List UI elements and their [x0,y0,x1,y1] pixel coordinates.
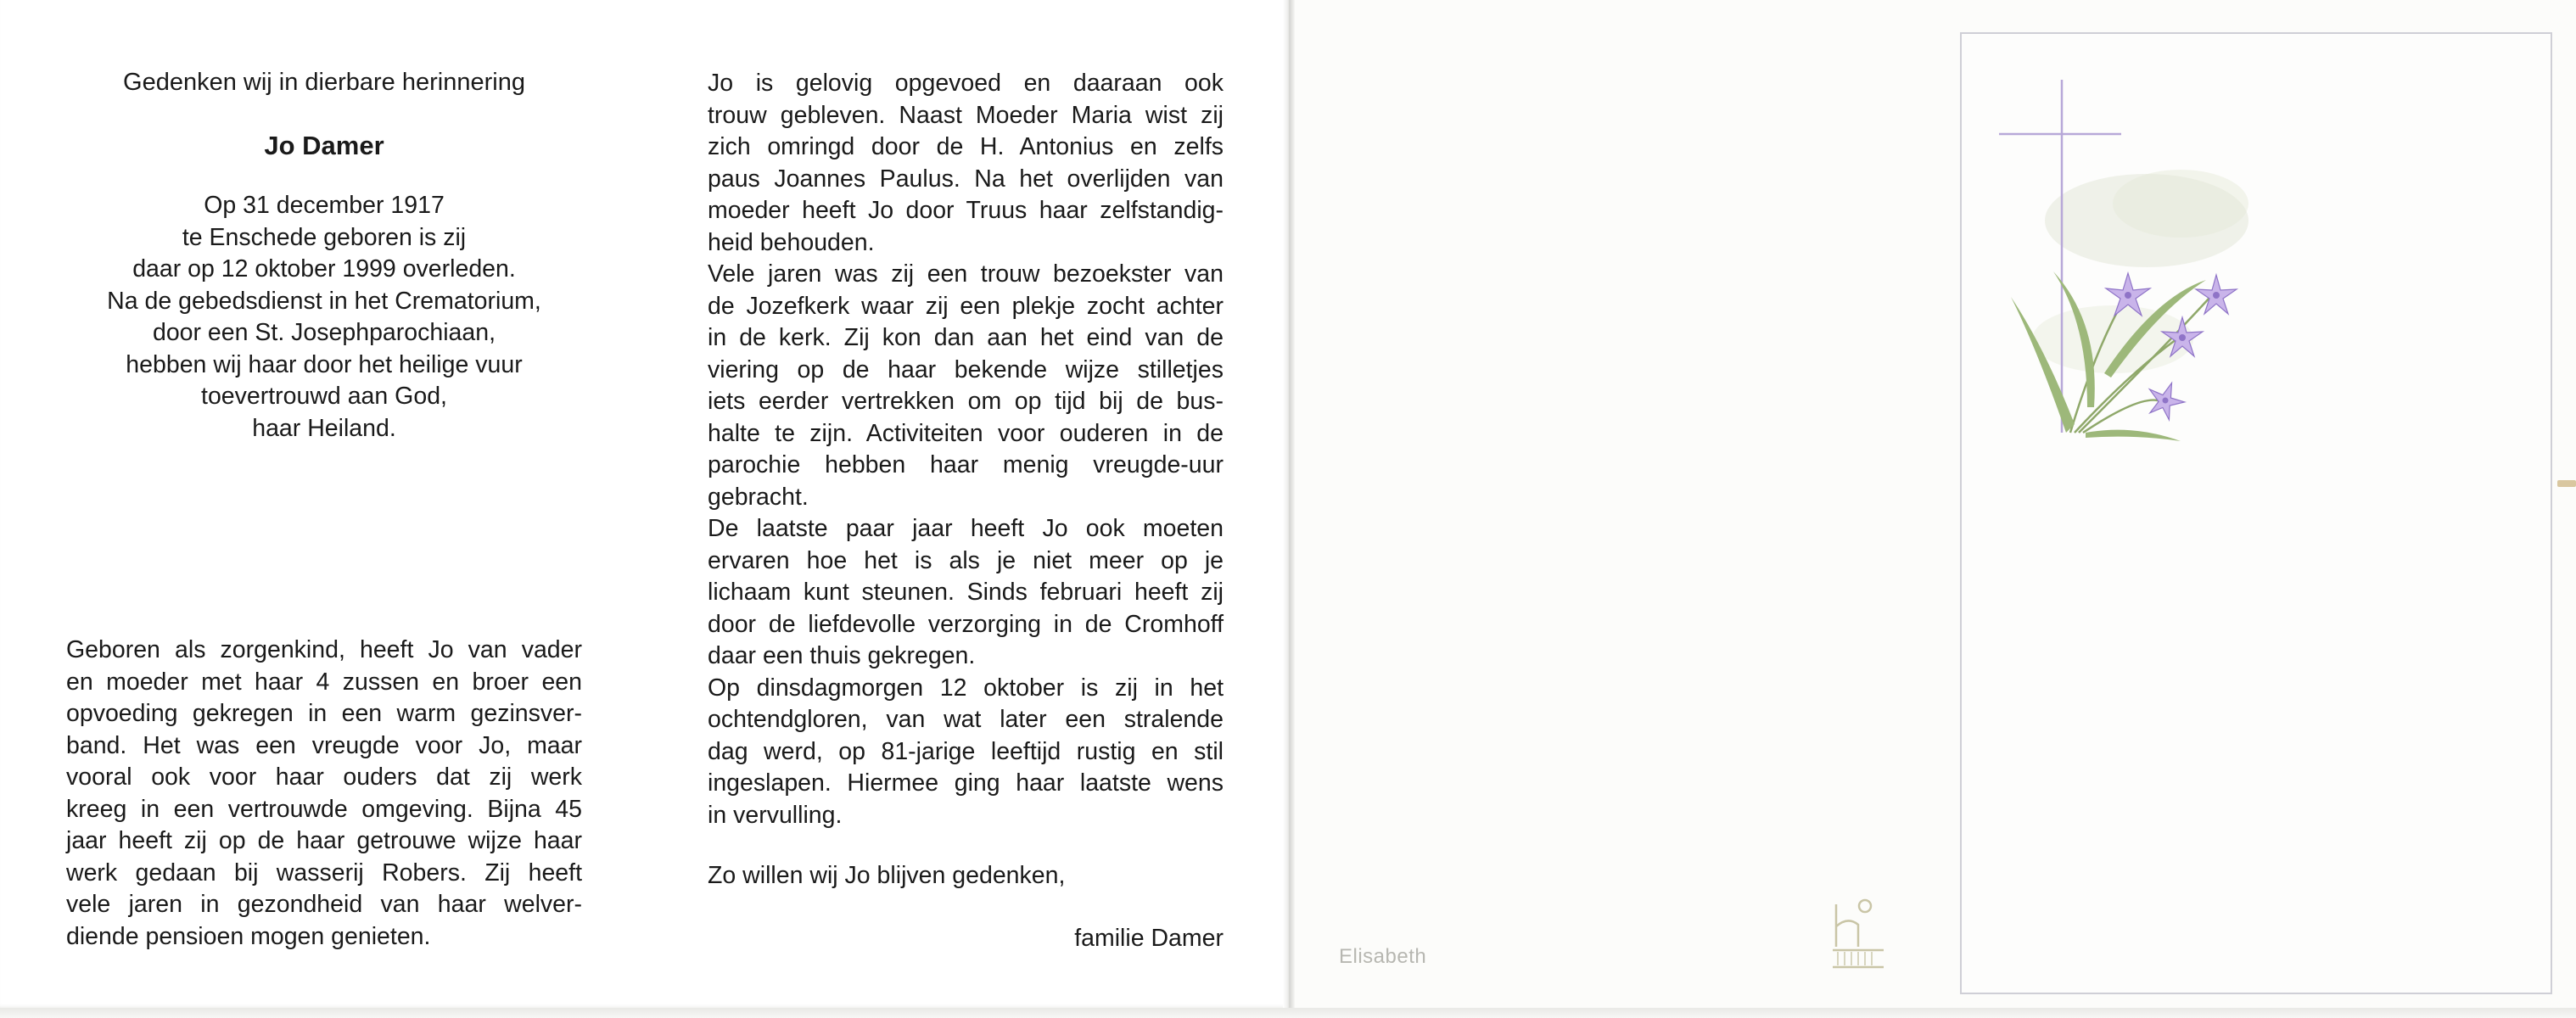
logo-stroke [1836,920,1858,947]
announcement-line: toevertrouwd aan God, [201,383,447,410]
bio-line: en moeder met haar 4 zussen en broer een [66,668,582,696]
family-signature: familie Damer [1074,925,1224,952]
story-line: zich omringd door de H. Antonius en zelfs [708,133,1224,160]
flower-center [2213,292,2220,299]
story-line: iets eerder vertrekken om op tijd bij de bus- [708,388,1224,415]
life-story-column [708,68,1224,831]
announcement-text [66,190,582,445]
story-line: ingeslapen. Hiermee ging haar laatste wens [708,769,1224,797]
edge-mark [2557,480,2576,487]
bio-line: kreeg in een vertrouwde omgeving. Bijna 45 [66,795,582,823]
story-line: daar een thuis gekregen. [708,642,976,669]
bio-line: jaar heeft zij op de haar getrouwe wijze haar [66,827,582,854]
publisher-logo-icon [1829,896,1889,972]
flower-center [2179,334,2186,341]
announcement-line: te Enschede geboren is zij [182,223,467,251]
closing-line: Zo willen wij Jo blijven gedenken, [708,862,1066,889]
card-fold [1283,0,1295,1011]
bio-line: Geboren als zorgenkind, heeft Jo van vader [66,636,582,663]
story-line: in de kerk. Zij kon dan aan het eind van de [708,324,1224,351]
flower-center [2125,292,2131,299]
deceased-name: Jo Damer [264,131,384,160]
bio-line: band. Het was een vreugde voor Jo, maar [66,731,582,759]
announcement-line: Na de gebedsdienst in het Crematorium, [107,287,541,315]
logo-stroke [1838,952,1872,965]
card-bottom-edge [0,1008,2576,1018]
story-line: paus Joannes Paulus. Na het overlijden van [708,165,1224,193]
story-line: dag werd, op 81-jarige leeftijd rustig en stil [708,737,1224,765]
announcement-line: daar op 12 oktober 1999 overleden. [132,255,516,282]
designer-credit: Elisabeth [1339,945,1427,968]
story-line: halte te zijn. Activiteiten voor ouderen in de [708,419,1224,447]
flower-leaf [2086,430,2181,441]
story-line: Vele jaren was zij een trouw bezoekster van [708,260,1224,288]
cover-illustration [1985,68,2274,450]
announcement-line: door een St. Josephparochiaan, [152,319,496,346]
story-line: Op dinsdagmorgen 12 oktober is zij in het [708,674,1224,702]
story-line: moeder heeft Jo door Truus haar zelfstandig- [708,197,1224,224]
story-line: trouw gebleven. Naast Moeder Maria wist zij [708,101,1224,129]
story-line: door de liefdevolle verzorging in de Cromhoff [708,610,1224,638]
bio-line: vooral ook voor haar ouders dat zij werk [66,764,582,791]
lily-flower [2196,275,2237,314]
story-line: ochtendgloren, van wat later een stralende [708,706,1224,733]
logo-stroke [1859,900,1871,912]
cloud-wash [2113,170,2248,238]
biography-paragraph [66,635,582,953]
story-line: viering op de haar bekende wijze stilletjes [708,355,1224,383]
bio-line: vele jaren in gezondheid van haar welver- [66,891,582,918]
bio-line: opvoeding gekregen in een warm gezinsver- [66,700,582,727]
story-line: gebracht. [708,483,809,511]
announcement-line: haar Heiland. [252,414,396,442]
story-line: ervaren hoe het is als je niet meer op je [708,546,1224,574]
bio-line: diende pensioen mogen genieten. [66,922,431,950]
intro-text: Gedenken wij in dierbare herinnering [123,69,525,96]
story-line: lichaam kunt steunen. Sinds februari heeft zij [708,579,1224,606]
story-line: in vervulling. [708,801,843,829]
lily-flowers-icon [2011,271,2237,441]
story-line: Jo is gelovig opgevoed en daaraan ook [708,70,1224,97]
story-line: heid behouden. [708,228,875,256]
story-line: de Jozefkerk waar zij een plekje zocht achter [708,292,1224,320]
announcement-column [66,66,582,445]
story-line: De laatste paar jaar heeft Jo ook moeten [708,515,1224,542]
announcement-line: hebben wij haar door het heilige vuur [126,350,523,378]
story-line: parochie hebben haar menig vreugde-uur [708,451,1224,478]
bio-line: werk gedaan bij wasserij Robers. Zij heeft [66,859,582,887]
announcement-line: Op 31 december 1917 [204,192,445,219]
